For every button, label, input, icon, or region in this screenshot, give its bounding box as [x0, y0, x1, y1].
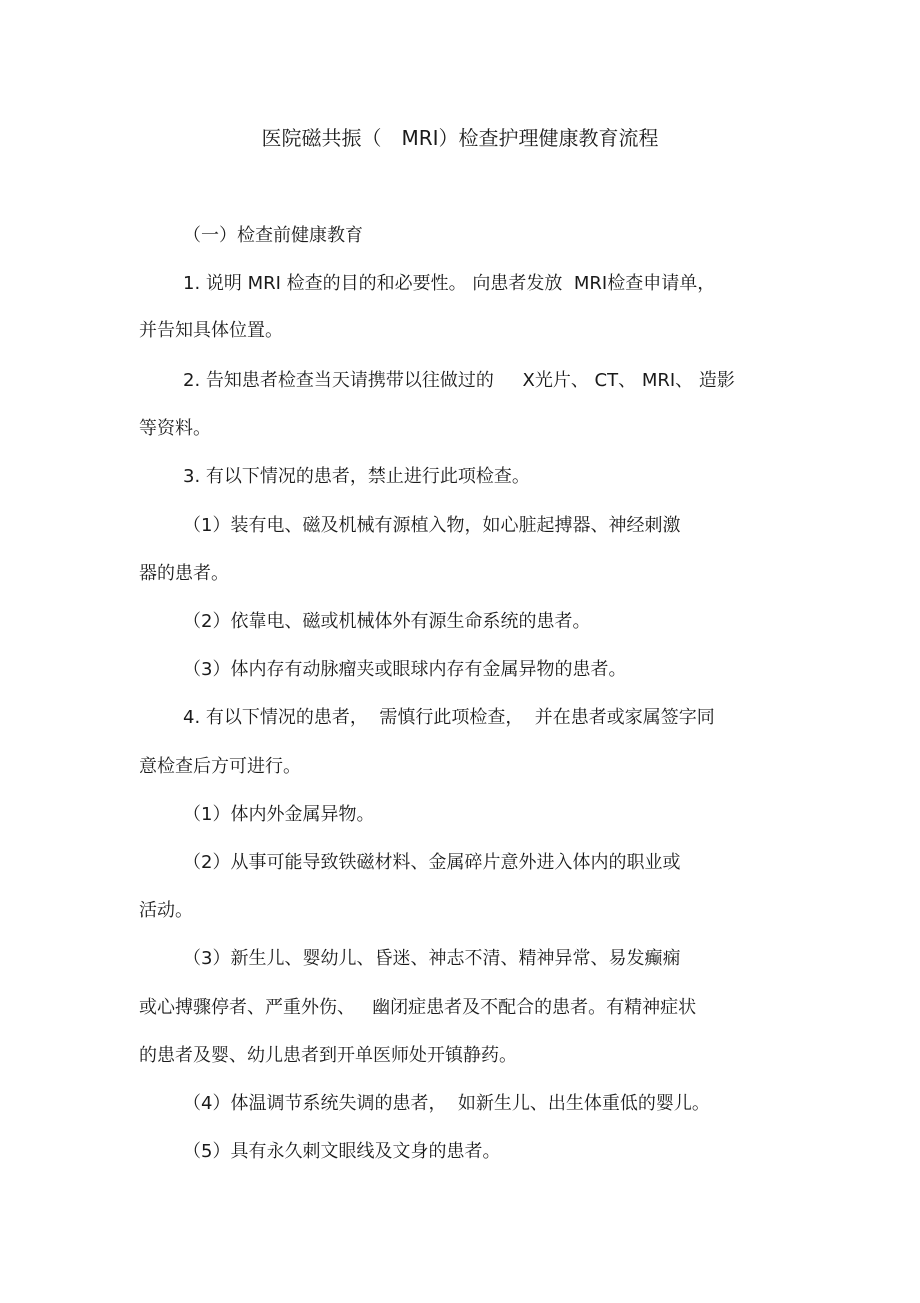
paragraph-line: 的患者及婴、幼儿患者到开单医师处开镇静药。 — [139, 1045, 517, 1066]
paragraph-line: （3）新生儿、婴幼儿、昏迷、神志不清、精神异常、易发癫痫 — [183, 948, 681, 969]
paragraph-line: 活动。 — [139, 900, 193, 921]
paragraph-line: （3）体内存有动脉瘤夹或眼球内存有金属异物的患者。 — [183, 659, 627, 680]
paragraph-line: 器的患者。 — [139, 563, 229, 584]
paragraph-line: （1）装有电、磁及机械有源植入物，如心脏起搏器、神经刺激 — [183, 515, 681, 536]
section-heading: （一）检查前健康教育 — [183, 225, 363, 246]
document-title: 医院磁共振（ MRI）检查护理健康教育流程 — [261, 126, 659, 150]
paragraph-line: （2）从事可能导致铁磁材料、金属碎片意外进入体内的职业或 — [183, 852, 681, 873]
paragraph-line: 或心搏骤停者、严重外伤、 幽闭症患者及不配合的患者。有精神症状 — [139, 997, 697, 1018]
paragraph-line: 等资料。 — [139, 418, 211, 439]
paragraph-line: （1）体内外金属异物。 — [183, 804, 375, 825]
paragraph-line: 4. 有以下情况的患者， 需慎行此项检查， 并在患者或家属签字同 — [183, 707, 715, 728]
paragraph-line: 3. 有以下情况的患者，禁止进行此项检查。 — [183, 466, 530, 487]
paragraph-line: （5）具有永久刺文眼线及文身的患者。 — [183, 1141, 501, 1162]
paragraph-line: 并告知具体位置。 — [139, 320, 283, 341]
paragraph-line: （2）依靠电、磁或机械体外有源生命系统的患者。 — [183, 611, 591, 632]
paragraph-line: 2. 告知患者检查当天请携带以往做过的 X光片、 CT、 MRI、 造影 — [183, 370, 735, 391]
paragraph-line: 意检查后方可进行。 — [139, 756, 301, 777]
paragraph-line: 1. 说明 MRI 检查的目的和必要性。 向患者发放 MRI检查申请单， — [183, 273, 716, 294]
paragraph-line: （4）体温调节系统失调的患者， 如新生儿、出生体重低的婴儿。 — [183, 1093, 710, 1114]
